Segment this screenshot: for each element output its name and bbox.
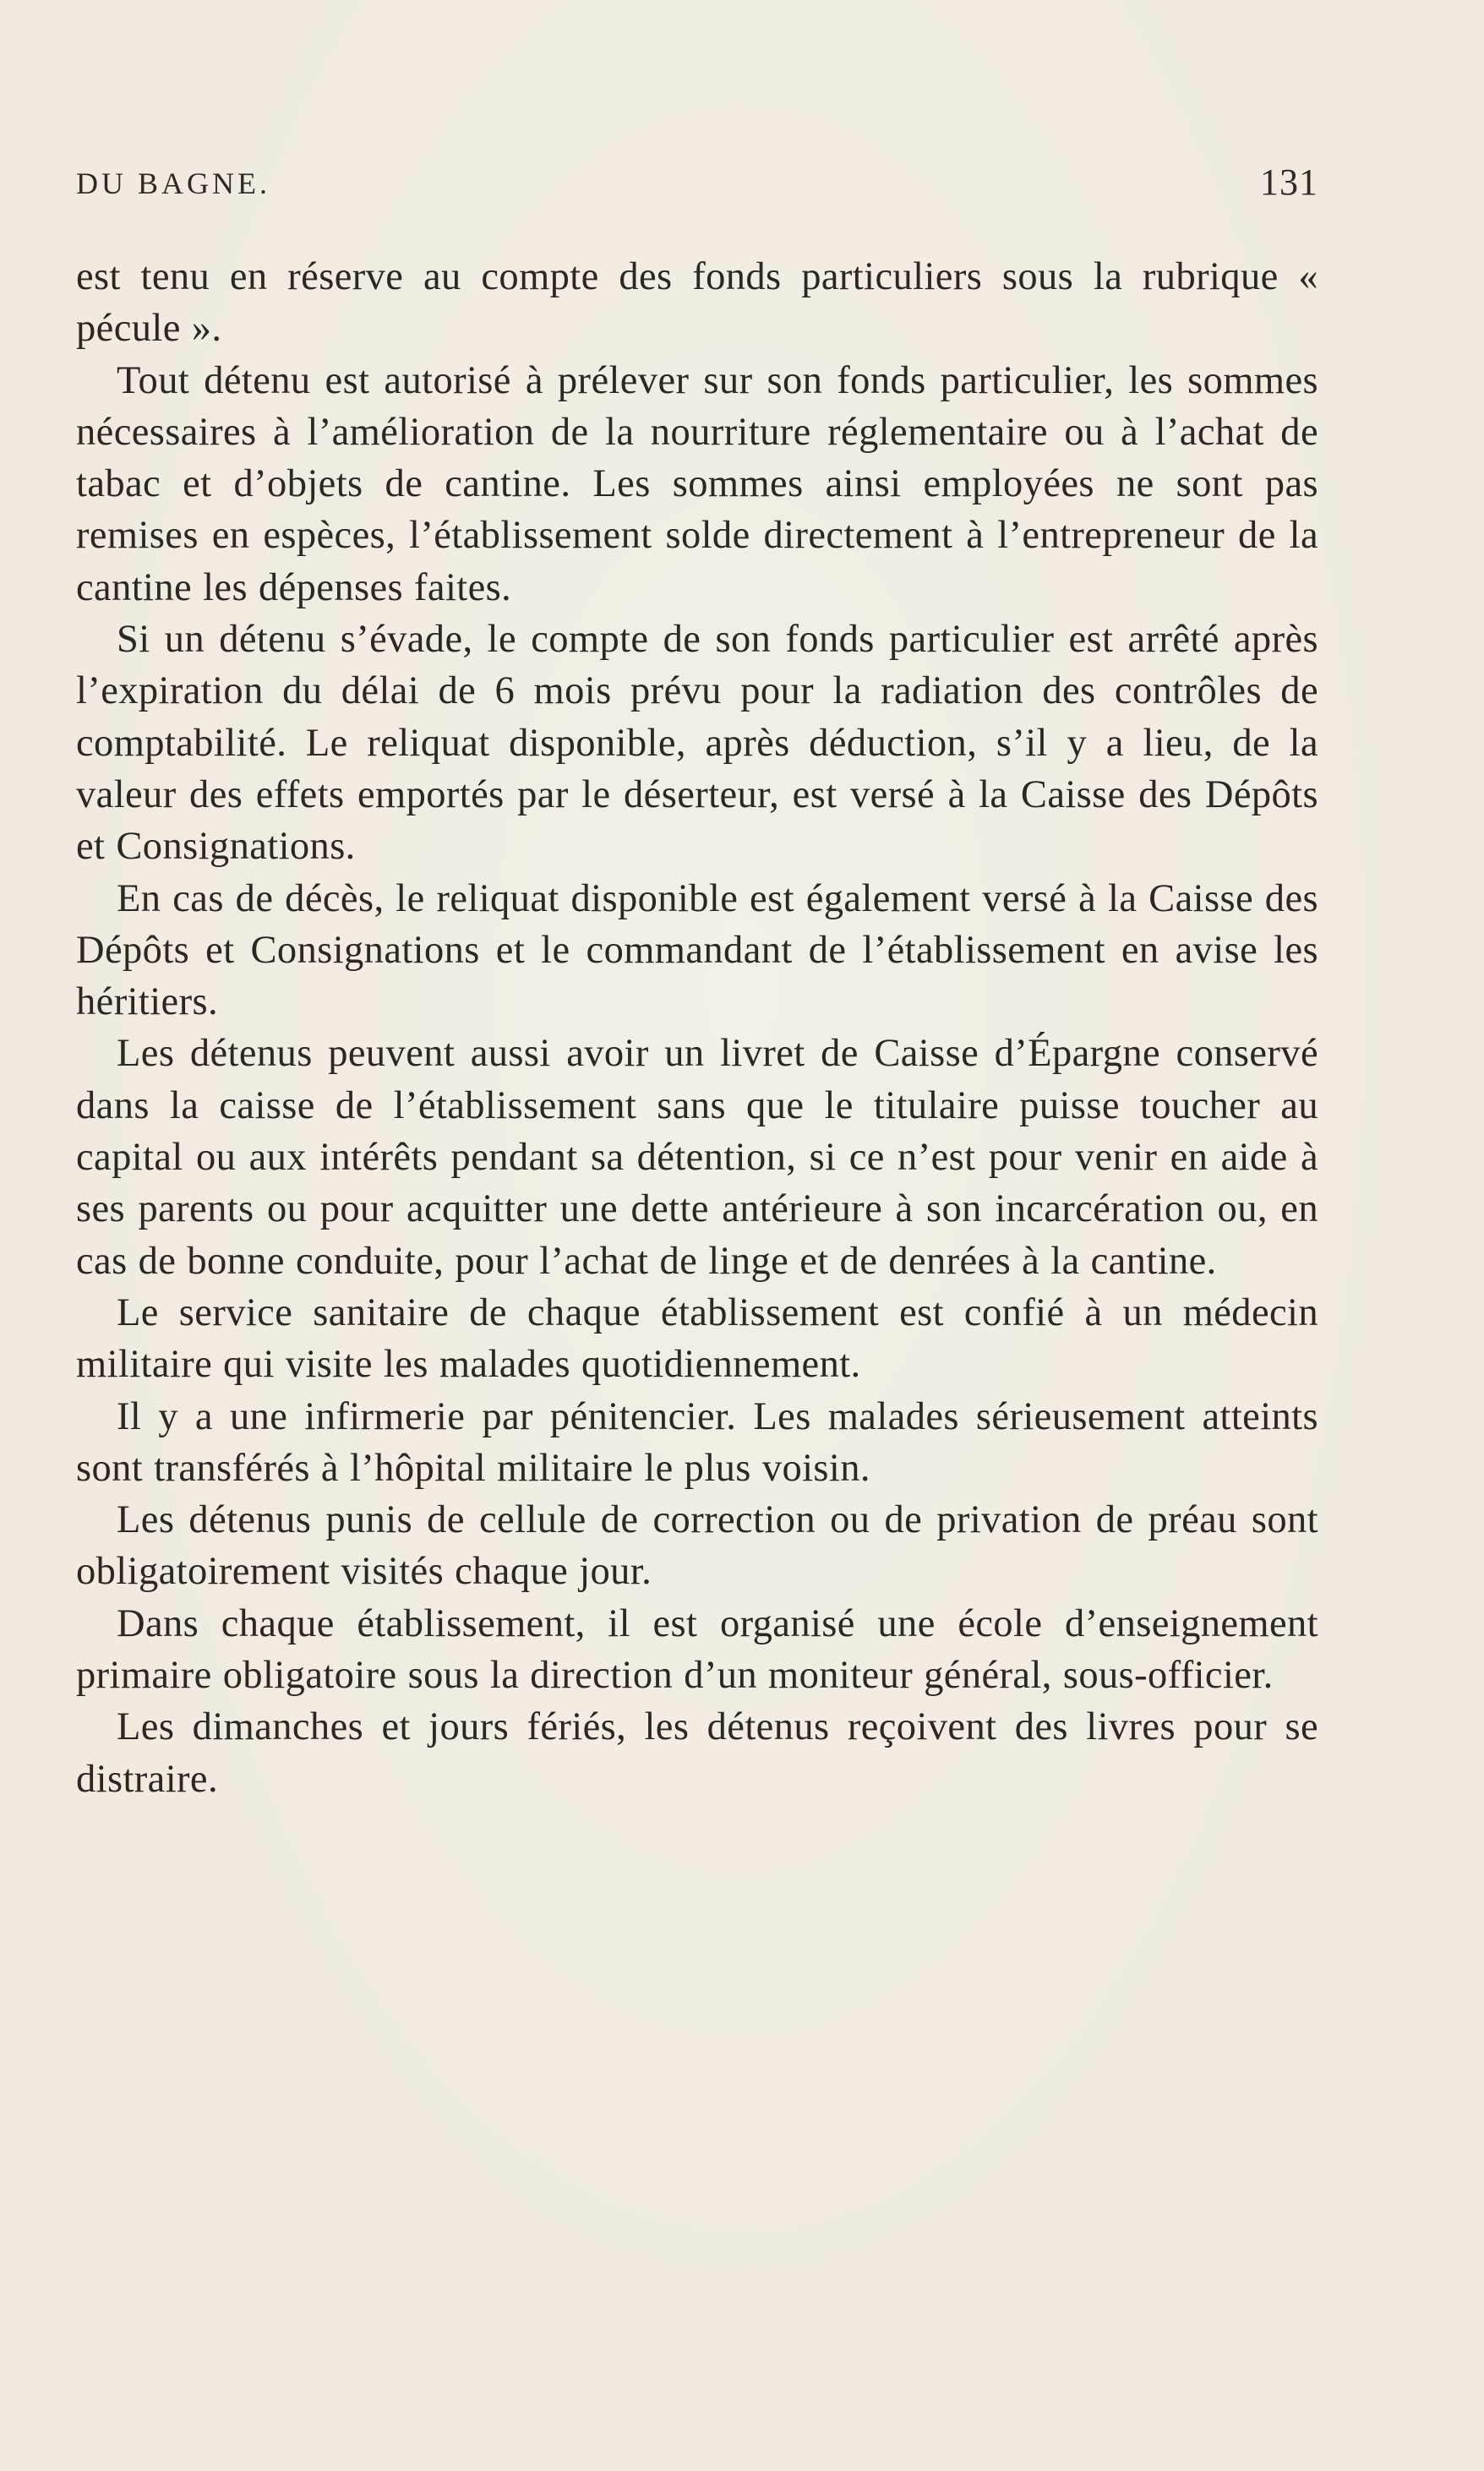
paragraph-dimanches: Les dimanches et jours fériés, les détenus reçoivent des livres pour se distraire. bbox=[76, 1705, 1318, 1801]
paragraph-infirmerie: Il y a une infirmerie par pénitencier. Les malades sérieusement atteints sont transférés à l’hôpital militaire le plus voisin. bbox=[76, 1394, 1318, 1490]
page-number: 131 bbox=[1260, 161, 1318, 203]
paragraph-evasion: Si un détenu s’évade, le compte de son fonds particulier est arrêté après l’expiration du délai de 6 mois prévu pour la radiation des contrôles de comptabilité. Le reliquat disponible, après déduction, s’il y a lieu, de la valeur des effets emportés par le déserteur, est versé à la Caisse des Dépôts et Consignations. bbox=[76, 618, 1318, 869]
paragraph-deces: En cas de décès, le reliquat disponible est également versé à la Caisse des Dépôts et Consignations et le commandant de l’établissement en avise les héritiers. bbox=[76, 876, 1318, 1024]
paragraph-punis: Les détenus punis de cellule de correction ou de privation de préau sont obligatoirement visités chaque jour. bbox=[76, 1498, 1318, 1594]
paragraph-fonds-particulier: Tout détenu est autorisé à prélever sur son fonds particulier, les sommes nécessaires à l’amélioration de la nourriture réglementaire ou à l’achat de tabac et d’objets de cantine. Les sommes ainsi employées ne sont pas remises en espèces, l’établissement solde directement à l’entrepreneur de la cantine les dépenses faites. bbox=[76, 358, 1318, 609]
paragraph-ecole: Dans chaque établissement, il est organisé une école d’enseignement primaire obligatoire sous la direction d’un moniteur général, sous-officier. bbox=[76, 1601, 1318, 1698]
paragraph-caisse-epargne: Les détenus peuvent aussi avoir un livret de Caisse d’Épargne conservé dans la caisse de l’établissement sans que le titulaire puisse toucher au capital ou aux intérêts pendant sa détention, si ce n’est pour venir en aide à ses parents ou pour acquitter une dette antérieure à son incarcération ou, en cas de bonne conduite, pour l’achat de linge et de denrées à la cantine. bbox=[76, 1032, 1318, 1283]
running-title: DU BAGNE. bbox=[76, 166, 270, 200]
body-text bbox=[76, 251, 1318, 1805]
paragraph-service-sanitaire: Le service sanitaire de chaque établissement est confié à un médecin militaire qui visite les malades quotidiennement. bbox=[76, 1290, 1318, 1387]
paragraph-continuation: est tenu en réserve au compte des fonds particuliers sous la rubrique « pécule ». bbox=[76, 255, 1318, 351]
running-head bbox=[76, 161, 1318, 216]
